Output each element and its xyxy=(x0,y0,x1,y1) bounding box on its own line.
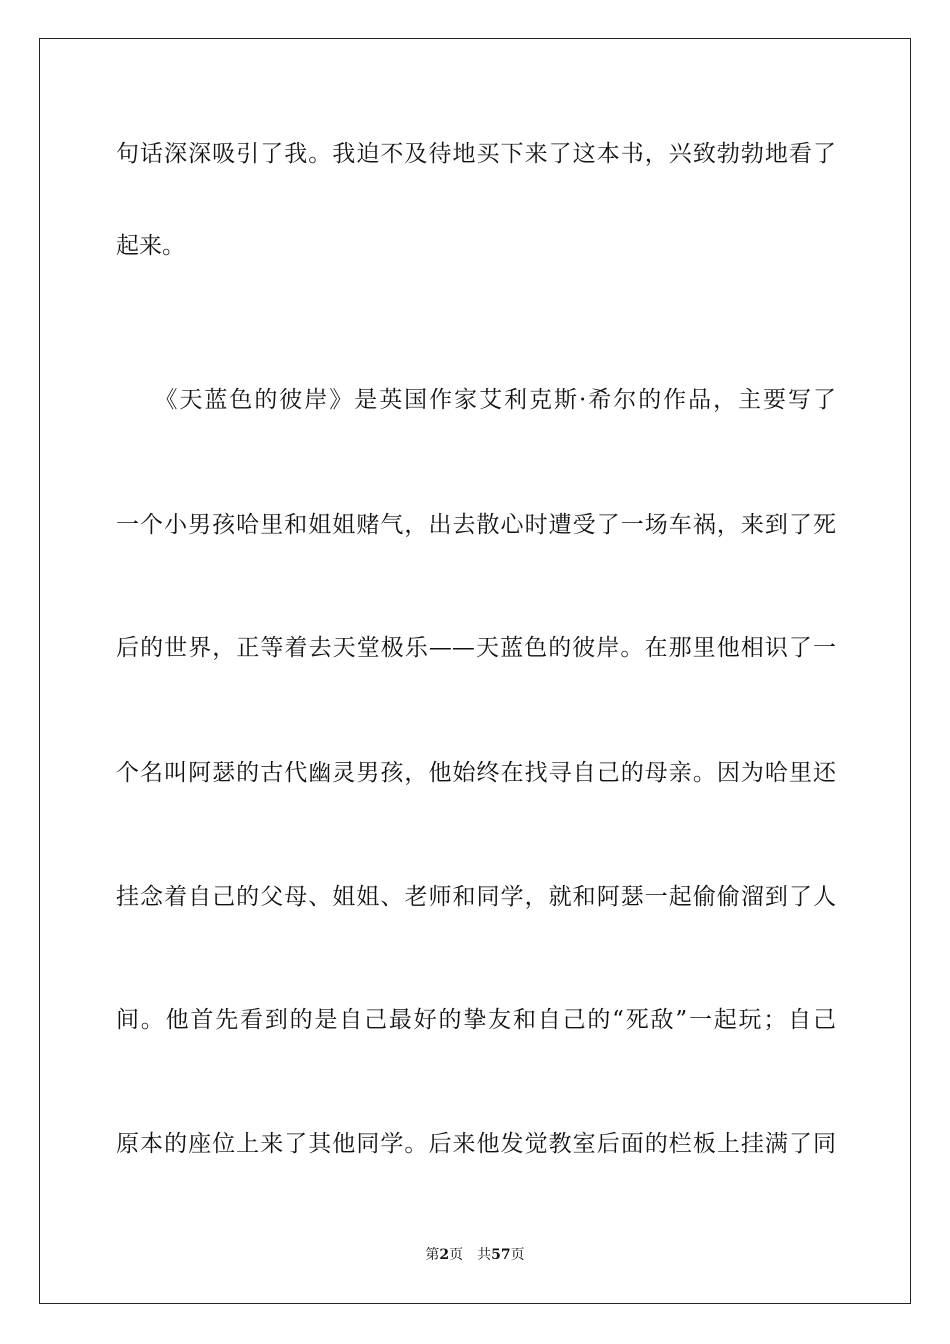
footer-page-suffix: 页 xyxy=(449,1247,464,1263)
body-line-1: 句话深深吸引了我。我迫不及待地买下来了这本书，兴致勃勃地看了 xyxy=(116,141,836,167)
footer-page-prefix: 第 xyxy=(425,1247,440,1263)
body-line-8: 间。他首先看到的是自己最好的挚友和自己的“死敌”一起玩；自己 xyxy=(116,1007,836,1033)
footer-total-pages: 57 xyxy=(491,1247,511,1263)
body-line-2: 起来。 xyxy=(116,233,185,259)
body-line-7: 挂念着自己的父母、姐姐、老师和同学，就和阿瑟一起偷偷溜到了人 xyxy=(116,884,836,910)
body-line-9: 原本的座位上来了其他同学。后来他发觉教室后面的栏板上挂满了同 xyxy=(116,1131,836,1157)
body-line-3: 《天蓝色的彼岸》是英国作家艾利克斯·希尔的作品，主要写了 xyxy=(116,387,836,413)
footer-page-number: 2 xyxy=(439,1247,450,1263)
footer-total-prefix: 共 xyxy=(477,1247,492,1263)
page-footer xyxy=(0,1245,950,1265)
body-line-4: 一个小男孩哈里和姐姐赌气，出去散心时遭受了一场车祸，来到了死 xyxy=(116,512,836,538)
body-line-5: 后的世界，正等着去天堂极乐——天蓝色的彼岸。在那里他相识了一 xyxy=(116,635,836,661)
page-border xyxy=(39,38,911,1304)
body-line-6: 个名叫阿瑟的古代幽灵男孩，他始终在找寻自己的母亲。因为哈里还 xyxy=(116,760,836,786)
footer-total-suffix: 页 xyxy=(510,1247,525,1263)
